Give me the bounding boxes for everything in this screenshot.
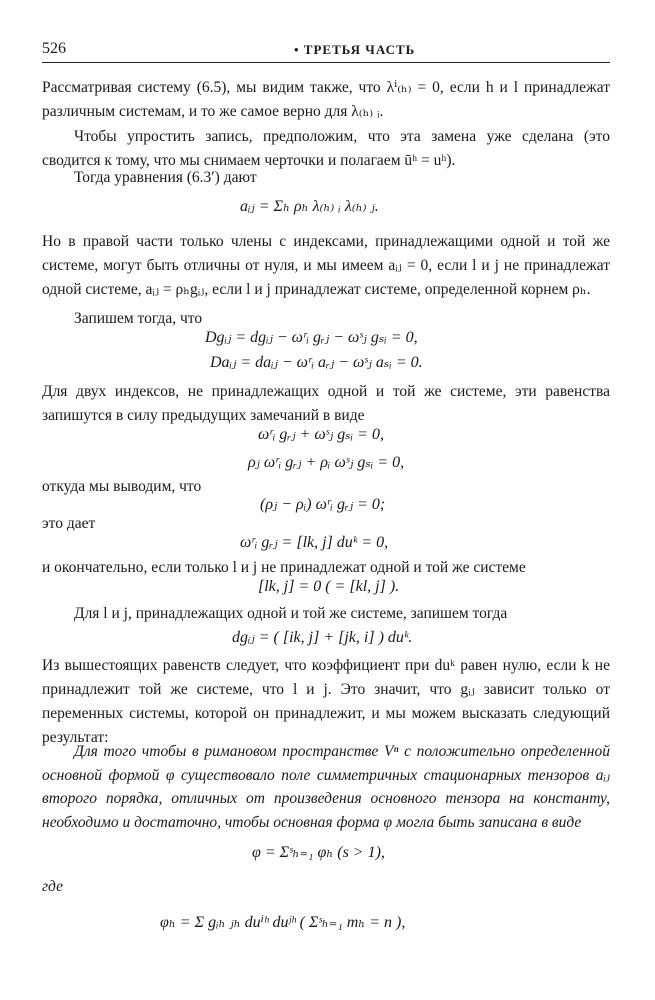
paragraph-11: Из вышестоящих равенств следует, что коэффициент при duᵏ равен нулю, если k не принадлежит той же системе, что l и j. Это значит, что gᵢⱼ зависит только от переменных системы, которой он принадлежит, и мы можем высказать следующий результат: — [42, 657, 610, 746]
equation-7: dgᵢⱼ = ( [ik, j] + [jk, i] ) duᵏ. — [232, 629, 413, 646]
equation-2b: Daᵢⱼ = daᵢⱼ − ωʳᵢ aᵣⱼ − ωˢⱼ aₛᵢ = 0. — [210, 354, 423, 371]
equation-3b: ρⱼ ωʳᵢ gᵣⱼ + ρᵢ ωˢⱼ gₛᵢ = 0, — [248, 454, 405, 471]
equation-3a: ωʳᵢ gᵣⱼ + ωˢⱼ gₛᵢ = 0, — [258, 426, 384, 443]
paragraph-10: Для l и j, принадлежащих одной и той же системе, запишем тогда — [74, 605, 508, 622]
page-header — [42, 38, 610, 63]
paragraph-9: и окончательно, если только l и j не принадлежат одной и той же системе — [42, 559, 526, 576]
paragraph-8: это дает — [42, 515, 96, 532]
paragraph-7: откуда мы выводим, что — [42, 478, 202, 495]
paragraph-6: Для двух индексов, не принадлежащих одной и той же системе, эти равенства запишутся в силу предыдущих замечаний в виде — [42, 383, 610, 424]
equation-9: φₕ = Σ gᵢₕ ⱼₕ duⁱʰ duʲʰ ( Σˢₕ₌₁ mₕ = n ), — [160, 914, 406, 931]
equation-6: [lk, j] = 0 ( = [kl, j] ). — [258, 578, 400, 595]
theorem-statement: Для того чтобы в римановом пространстве Vⁿ с положительно определенной основной формой φ существовало поле симметричных стационарных тензоров aᵢⱼ второго порядка, отличных от произведения основного тензора на константу, необходимо и достаточно, чтобы основная форма φ могла быть записана в виде — [42, 743, 610, 831]
where-label: где — [42, 878, 63, 895]
paragraph-5: Запишем тогда, что — [74, 310, 203, 327]
paragraph-1: Рассматривая систему (6.5), мы видим также, что λⁱ₍ₕ₎ = 0, если h и l принадлежат различным системам, и то же самое верно для λ₍ₕ₎ ᵢ. — [42, 79, 610, 120]
paragraph-4: Но в правой части только члены с индексами, принадлежащими одной и той же системе, могут быть отличны от нуля, и мы имеем aᵢⱼ = 0, если l и j не принадлежат одной системе, aᵢⱼ = ρₕgᵢⱼ, если l и j принадлежат системе, определенной корнем ρₕ. — [42, 233, 610, 298]
paragraph-3: Тогда уравнения (6.3′) дают — [74, 169, 257, 186]
equation-5: ωʳᵢ gᵣⱼ = [lk, j] duᵏ = 0, — [240, 534, 389, 551]
equation-4: (ρⱼ − ρᵢ) ωʳᵢ gᵣⱼ = 0; — [260, 496, 386, 513]
equation-1: aᵢⱼ = Σₕ ρₕ λ₍ₕ₎ ᵢ λ₍ₕ₎ ⱼ. — [240, 198, 379, 215]
equation-8: φ = Σˢₕ₌₁ φₕ (s > 1), — [252, 844, 385, 861]
page-number: 526 — [42, 40, 66, 57]
equation-2a: Dgᵢⱼ = dgᵢⱼ − ωʳᵢ gᵣⱼ − ωˢⱼ gₛᵢ = 0, — [205, 329, 418, 346]
paragraph-2: Чтобы упростить запись, предположим, что эта замена уже сделана (это сводится к тому, что мы снимаем черточки и полагаем ūʰ = uʰ). — [42, 128, 610, 169]
section-title: • ТРЕТЬЯ ЧАСТЬ — [294, 42, 416, 57]
